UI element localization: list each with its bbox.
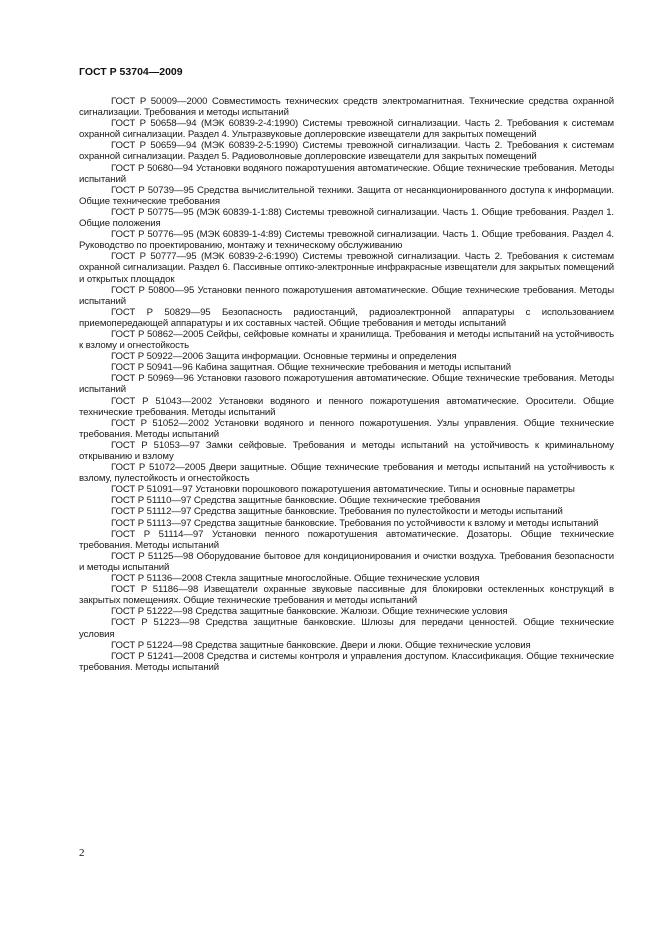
reference-entry: ГОСТ Р 51072—2005 Двери защитные. Общие технические требования и методы испытаний на устойчивость к взлому, пулестойкость и огнестойкость bbox=[79, 462, 614, 485]
reference-entry: ГОСТ Р 50775—95 (МЭК 60839-1-1:88) Системы тревожной сигнализации. Часть 1. Общие требования. Раздел 1. Общие положения bbox=[79, 206, 614, 230]
reference-entry: ГОСТ Р 50800—95 Установки пенного пожаротушения автоматические. Общие технические требования. Методы испытаний bbox=[79, 284, 614, 307]
reference-entry: ГОСТ Р 51223—98 Средства защитные банковские. Шлюзы для передачи ценностей. Общие технические условия bbox=[79, 617, 614, 640]
page-number: 2 bbox=[79, 847, 85, 859]
reference-entry: ГОСТ Р 51112—97 Средства защитные банковские. Требования по пулестойкости и методы испытаний bbox=[111, 506, 563, 518]
reference-entry: ГОСТ Р 50829—95 Безопасность радиостанций, радиоэлектронной аппаратуры с использованием приемопередающей аппаратуры и их составных частей. Общие требования и методы испытаний bbox=[79, 306, 614, 329]
reference-entry: ГОСТ Р 51241—2008 Средства и системы контроля и управления доступом. Классификация. Общие технические требования. Методы испытаний bbox=[79, 650, 614, 673]
reference-entry: ГОСТ Р 51110—97 Средства защитные банковские. Общие технические требования bbox=[111, 495, 481, 507]
reference-entry: ГОСТ Р 51224—98 Средства защитные банковские. Двери и люки. Общие технические условия bbox=[111, 639, 531, 651]
reference-entry: ГОСТ Р 51186—98 Извещатели охранные звуковые пассивные для блокировки остекленных конструкций в закрытых помещениях. Общие технические требования и методы испытаний bbox=[79, 584, 614, 607]
reference-entry: ГОСТ Р 51053—97 Замки сейфовые. Требования и методы испытаний на устойчивость к криминальному открыванию и взлому bbox=[79, 439, 614, 462]
reference-entry: ГОСТ Р 51125—98 Оборудование бытовое для кондиционирования и очистки воздуха. Требования безопасности и методы испытаний bbox=[79, 550, 614, 573]
reference-entry: ГОСТ Р 50969—96 Установки газового пожаротушения автоматические. Общие технические требования. Методы испытаний bbox=[79, 373, 614, 396]
reference-entry: ГОСТ Р 50776—95 (МЭК 60839-1-4:89) Системы тревожной сигнализации. Часть 1. Общие требования. Раздел 4. Руководство по проектированию, монтажу и техническому обслуживанию bbox=[79, 229, 614, 252]
reference-entry: ГОСТ Р 50922—2006 Защита информации. Основные термины и определения bbox=[111, 351, 457, 363]
reference-entry: ГОСТ Р 50680—94 Установки водяного пожаротушения автоматические. Общие технические требования. Методы испытаний bbox=[79, 162, 614, 185]
reference-entry: ГОСТ Р 50659—94 (МЭК 60839-2-5:1990) Системы тревожной сигнализации. Часть 2. Требования к системам охранной сигнализации. Раздел 5. Радиоволновые доплеровские извещатели для закрытых помещений bbox=[79, 140, 614, 163]
reference-entry: ГОСТ Р 51222—98 Средства защитные банковские. Жалюзи. Общие технические условия bbox=[111, 606, 508, 618]
reference-list bbox=[79, 96, 614, 673]
reference-entry: ГОСТ Р 51091—97 Установки порошкового пожаротушения автоматические. Типы и основные параметры bbox=[111, 484, 575, 496]
reference-entry: ГОСТ Р 51114—97 Установки пенного пожаротушения автоматические. Дозаторы. Общие технические требования. Методы испытаний bbox=[79, 528, 614, 551]
reference-entry: ГОСТ Р 51136—2008 Стекла защитные многослойные. Общие технические условия bbox=[111, 573, 480, 585]
reference-entry: ГОСТ Р 51052—2002 Установки водяного и пенного пожаротушения. Узлы управления. Общие технические требования. Методы испытаний bbox=[79, 417, 614, 440]
reference-entry: ГОСТ Р 51043—2002 Установки водяного и пенного пожаротушения автоматические. Оросители. Общие технические требования. Методы испытаний bbox=[79, 395, 614, 418]
reference-entry: ГОСТ Р 50941—96 Кабина защитная. Общие технические требования и методы испытаний bbox=[111, 362, 512, 374]
reference-entry: ГОСТ Р 50739—95 Средства вычислительной техники. Защита от несанкционированного доступа к информации. Общие технические требования bbox=[79, 184, 614, 207]
reference-entry: ГОСТ Р 50777—95 (МЭК 60839-2-6:1990) Системы тревожной сигнализации. Часть 2. Требования к системам охранной сигнализации. Раздел 6. Пассивные оптико-электронные инфракрасные извещатели для закрытых помещений и открытых площадок bbox=[79, 251, 614, 285]
reference-entry: ГОСТ Р 50658—94 (МЭК 60839-2-4:1990) Системы тревожной сигнализации. Часть 2. Требования к системам охранной сигнализации. Раздел 4. Ультразвуковые доплеровские извещатели для закрытых помещений bbox=[79, 118, 614, 141]
reference-entry: ГОСТ Р 50009—2000 Совместимость технических средств электромагнитная. Технические средства охранной сигнализации. Требования и методы испытаний bbox=[79, 96, 614, 119]
running-header: ГОСТ Р 53704—2009 bbox=[79, 66, 183, 78]
reference-entry: ГОСТ Р 51113—97 Средства защитные банковские. Требования по устойчивости к взлому и методы испытаний bbox=[111, 517, 599, 529]
reference-entry: ГОСТ Р 50862—2005 Сейфы, сейфовые комнаты и хранилища. Требования и методы испытаний на устойчивость к взлому и огнестойкость bbox=[79, 328, 614, 352]
